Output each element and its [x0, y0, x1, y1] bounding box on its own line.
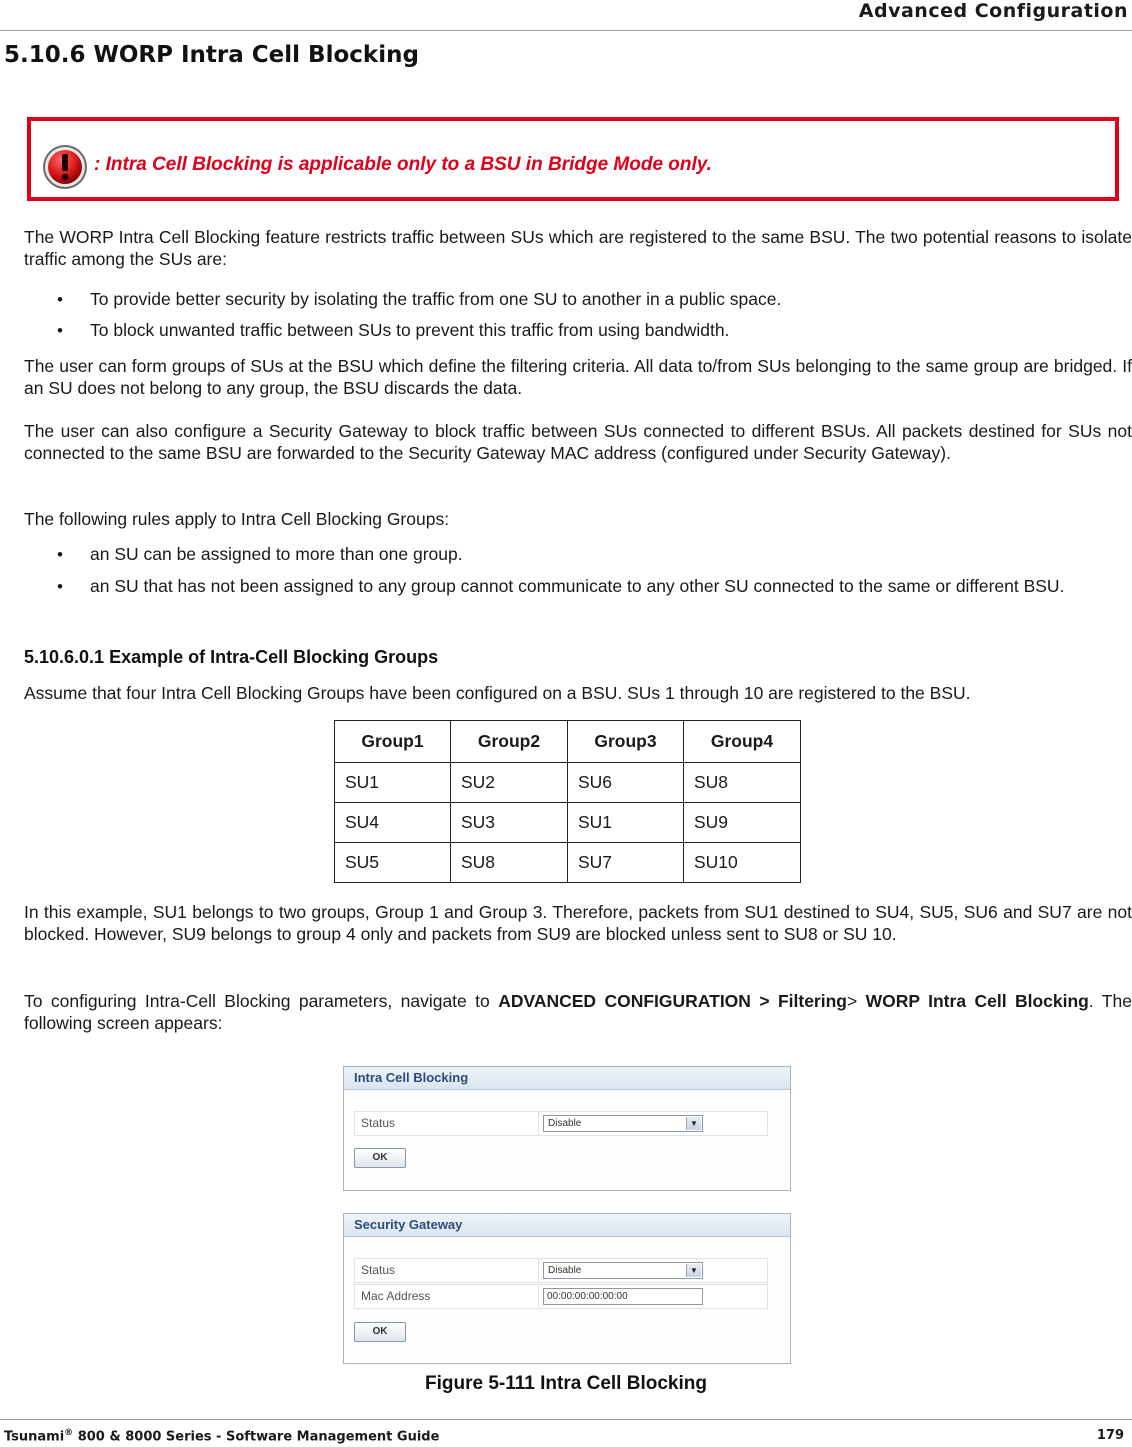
rules-paragraph: The following rules apply to Intra Cell Blocking Groups:	[24, 509, 450, 529]
footer-guide: 800 & 8000 Series - Software Management Guide	[73, 1429, 440, 1445]
table-header-cell: Group1	[335, 721, 451, 763]
navigate-separator: >	[846, 991, 866, 1011]
assume-paragraph: Assume that four Intra Cell Blocking Groups have been configured on a BSU. SUs 1 through 10 are registered to the BSU.	[24, 683, 971, 703]
table-header-row	[335, 721, 801, 763]
navigate-text-post: . The following screen appears:	[24, 991, 1132, 1033]
table-cell: SU7	[568, 843, 684, 883]
page-number: 179	[1096, 1428, 1124, 1443]
page-header	[0, 0, 1132, 31]
status-row	[354, 1111, 768, 1136]
footer-divider	[0, 1419, 1132, 1420]
groups-table	[334, 720, 801, 883]
example-subheading: 5.10.6.0.1 Example of Intra-Cell Blocking Groups	[24, 647, 439, 667]
status-select-value: Disable	[548, 1265, 582, 1276]
warning-note	[27, 117, 1119, 201]
table-cell: SU1	[568, 803, 684, 843]
example-paragraph: In this example, SU1 belongs to two groups, Group 1 and Group 3. Therefore, packets from SU1 destined to SU4, SU5, SU6 and SU7 are not blocked. However, SU9 belongs to group 4 only and packets from SU9 are blocked unless sent to SU8 or SU 10.	[24, 902, 1132, 944]
table-cell: SU3	[451, 803, 568, 843]
chevron-down-icon[interactable]: ▼	[686, 1117, 701, 1130]
table-row	[335, 843, 801, 883]
warning-note-text: : Intra Cell Blocking is applicable only to a BSU in Bridge Mode only.	[94, 154, 712, 175]
mac-address-row	[354, 1284, 768, 1309]
bullet-glyph: •	[57, 545, 63, 564]
navigate-path-1: ADVANCED CONFIGURATION > Filtering	[498, 991, 847, 1011]
status-select-value: Disable	[548, 1118, 582, 1129]
status-row	[354, 1258, 768, 1283]
status-label: Status	[355, 1259, 539, 1282]
section-heading: 5.10.6 WORP Intra Cell Blocking	[4, 42, 419, 68]
figure-caption: Figure 5-111 Intra Cell Blocking	[425, 1373, 707, 1394]
intra-cell-blocking-panel	[343, 1066, 791, 1191]
table-cell: SU2	[451, 763, 568, 803]
bullet-glyph: •	[57, 321, 63, 340]
navigate-paragraph	[24, 990, 1132, 1034]
bullet-text: an SU can be assigned to more than one group.	[90, 544, 463, 564]
bullet-glyph: •	[57, 577, 63, 596]
footer-brand: Tsunami	[4, 1429, 65, 1445]
mac-address-input[interactable]: 00:00:00:00:00:00	[543, 1288, 703, 1305]
status-select[interactable]	[543, 1262, 703, 1279]
table-cell: SU4	[335, 803, 451, 843]
panel-title: Intra Cell Blocking	[344, 1067, 790, 1090]
table-cell: SU8	[451, 843, 568, 883]
table-header-cell: Group3	[568, 721, 684, 763]
status-label: Status	[355, 1112, 539, 1135]
panel-title: Security Gateway	[344, 1214, 790, 1237]
table-cell: SU5	[335, 843, 451, 883]
footer-guide-title	[4, 1428, 439, 1444]
table-cell: SU9	[684, 803, 801, 843]
intro-paragraph: The WORP Intra Cell Blocking feature restricts traffic between SUs which are registered to the same BSU. The two potential reasons to isolate traffic among the SUs are:	[24, 227, 1132, 269]
gateway-paragraph: The user can also configure a Security Gateway to block traffic between SUs connected to different BSUs. All packets destined for SUs not connected to the same BSU are forwarded to the Security Gateway MAC address (configured under Security Gateway).	[24, 421, 1132, 463]
table-header-cell: Group4	[684, 721, 801, 763]
table-cell: SU10	[684, 843, 801, 883]
bullet-text: To provide better security by isolating the traffic from one SU to another in a public space.	[90, 289, 782, 309]
ok-button[interactable]: OK	[354, 1148, 406, 1168]
table-row	[335, 763, 801, 803]
groups-paragraph: The user can form groups of SUs at the BSU which define the filtering criteria. All data to/from SUs belonging to the same group are bridged. If an SU does not belong to any group, the BSU discards the data.	[24, 356, 1132, 398]
security-gateway-panel	[343, 1213, 791, 1364]
registered-mark: ®	[64, 1428, 74, 1438]
navigate-path-2: WORP Intra Cell Blocking	[865, 991, 1089, 1011]
chevron-down-icon[interactable]: ▼	[686, 1264, 701, 1277]
table-cell: SU6	[568, 763, 684, 803]
bullet-text: To block unwanted traffic between SUs to prevent this traffic from using bandwidth.	[90, 320, 730, 340]
navigate-text-pre: To configuring Intra-Cell Blocking parameters, navigate to	[24, 991, 499, 1011]
status-select[interactable]	[543, 1115, 703, 1132]
warning-icon	[41, 143, 89, 191]
ok-button[interactable]: OK	[354, 1322, 406, 1342]
chapter-title: Advanced Configuration	[858, 0, 1128, 22]
table-row	[335, 803, 801, 843]
bullet-glyph: •	[57, 290, 63, 309]
mac-address-label: Mac Address	[355, 1285, 539, 1308]
table-cell: SU1	[335, 763, 451, 803]
table-header-cell: Group2	[451, 721, 568, 763]
bullet-text: an SU that has not been assigned to any group cannot communicate to any other SU connected to the same or different BSU.	[90, 576, 1065, 596]
table-cell: SU8	[684, 763, 801, 803]
